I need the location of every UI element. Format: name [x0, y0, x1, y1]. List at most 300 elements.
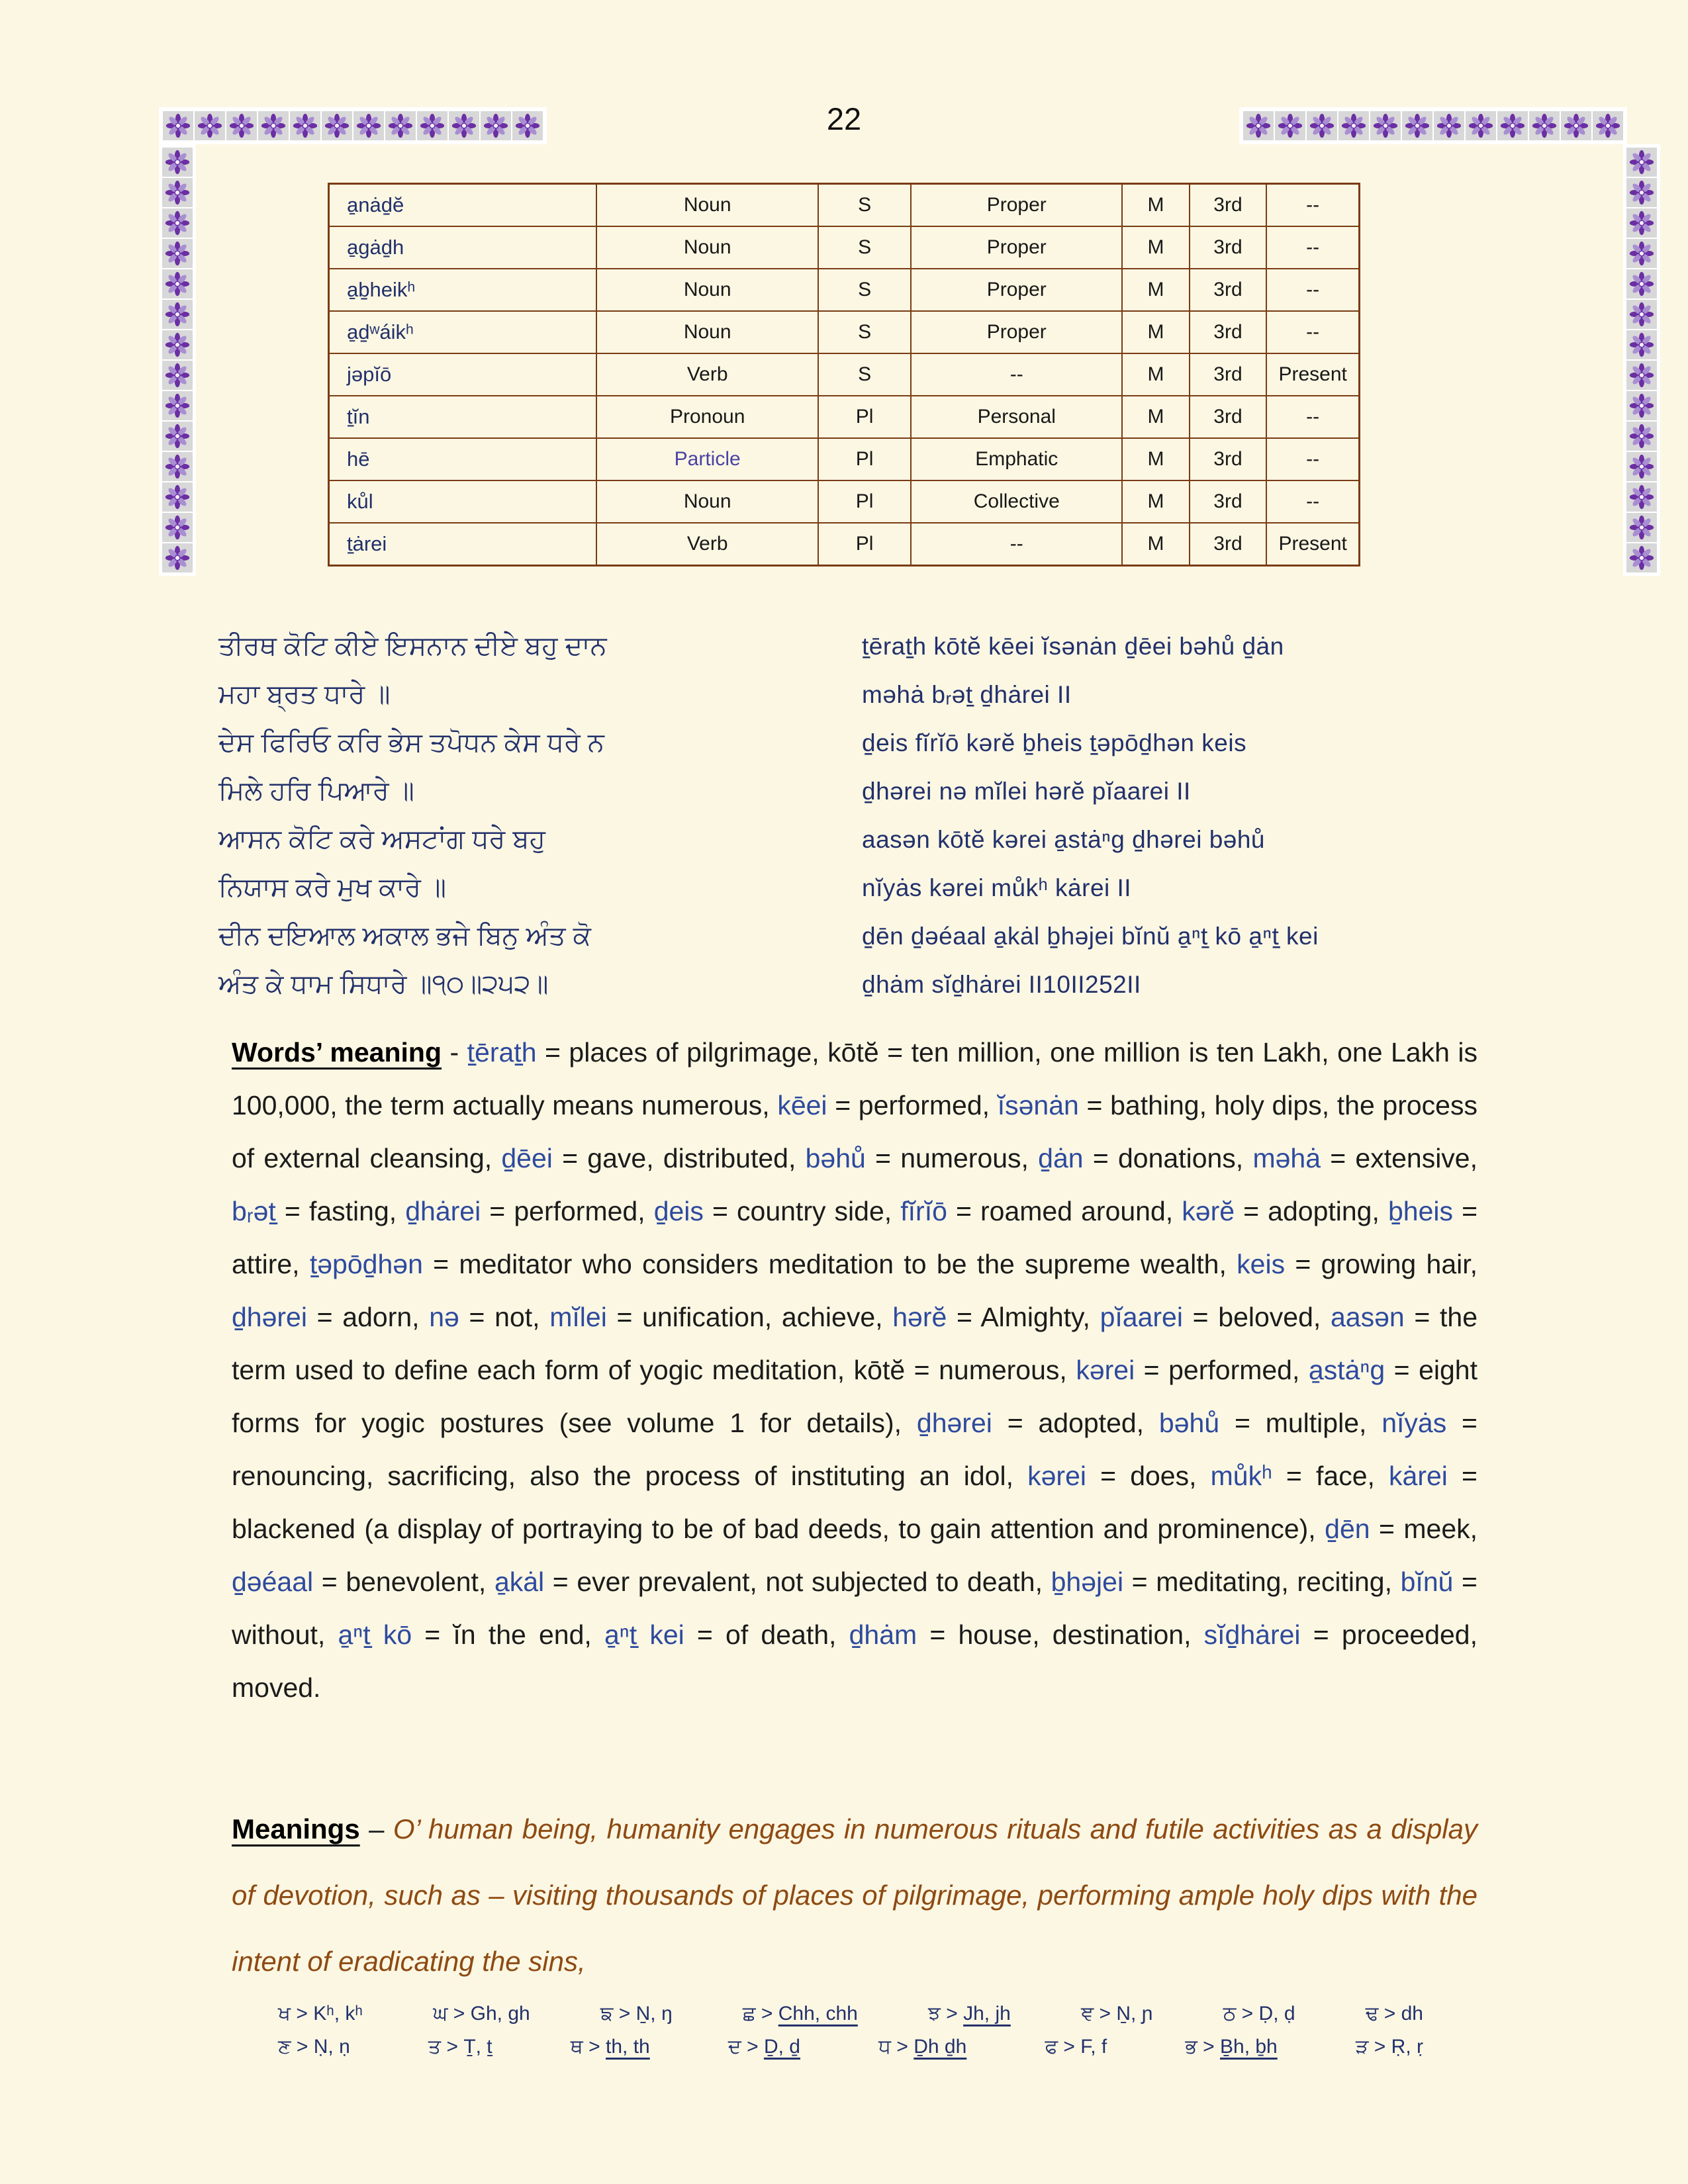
- transliterated-term: kərei: [1027, 1461, 1086, 1491]
- flower-icon: [1500, 113, 1525, 138]
- meaning-text: = house, destination,: [917, 1619, 1204, 1650]
- word-cell: a̱gȧd̠h: [329, 226, 597, 269]
- flower-icon: [1373, 113, 1398, 138]
- transliteration-key: [278, 2003, 1423, 2069]
- grammar-cell: --: [1266, 480, 1359, 523]
- transliterated-term: hərĕ: [892, 1302, 947, 1332]
- flower-icon: [1532, 113, 1557, 138]
- transliterated-term: nə: [429, 1302, 459, 1332]
- meanings-separator: –: [359, 1813, 393, 1844]
- transliterated-term: d̠eis: [653, 1196, 704, 1226]
- translit-mapping: [278, 2003, 363, 2025]
- flower-icon: [1309, 113, 1335, 138]
- grammar-cell: M: [1122, 396, 1189, 438]
- meaning-text: = roamed around,: [947, 1196, 1182, 1226]
- flower-icon: [165, 515, 190, 540]
- grammar-cell: --: [911, 353, 1122, 396]
- transliteration-line: məhȧ bᵣət̠ d̠hȧrei II: [862, 680, 1072, 708]
- flower-cell: [162, 543, 193, 572]
- gurmukhi-line: ਦੇਸ ਫਿਰਿਓ ਕਰਿ ਭੇਸ ਤਪੋਧਨ ਕੇਸ ਧਰੇ ਨ: [218, 728, 604, 757]
- flower-cell: [1626, 361, 1657, 390]
- flower-icon: [1629, 210, 1654, 236]
- transliterated-term: ĭsənȧn: [997, 1090, 1079, 1120]
- flower-icon: [1629, 271, 1654, 296]
- meaning-text: = numerous,: [865, 1143, 1039, 1173]
- translit-mapping: [278, 2036, 350, 2058]
- flower-icon: [1629, 302, 1654, 327]
- grammar-cell: Collective: [911, 480, 1122, 523]
- table-row: [329, 523, 1360, 566]
- flower-icon: [165, 241, 190, 266]
- flower-cell: [1307, 111, 1337, 140]
- grammar-cell: --: [1266, 311, 1359, 353]
- meaning-text: = performed,: [827, 1090, 998, 1120]
- flower-cell: [162, 422, 193, 451]
- grammar-cell: --: [1266, 226, 1359, 269]
- flower-icon: [1436, 113, 1462, 138]
- mapping-arrow: >: [891, 2036, 914, 2058]
- mapping-arrow: >: [447, 2003, 471, 2025]
- transliterated-term: kȧrei: [1389, 1461, 1448, 1491]
- latin-equivalent: Kʰ, kʰ: [313, 2003, 363, 2025]
- gurmukhi-line: ਮਹਾ ਬ੍ਰਤ ਧਾਰੇ ॥: [218, 680, 391, 709]
- gurmukhi-letter: ਧ: [878, 2036, 892, 2058]
- meaning-text: = bathing, holy dips, the process of external cleansing,: [232, 1090, 1477, 1173]
- meaning-text: = gave, distributed,: [552, 1143, 806, 1173]
- translit-mapping: [428, 2036, 492, 2058]
- flower-cell: [1243, 111, 1274, 140]
- flower-icon: [1629, 180, 1654, 205]
- table-row: [329, 311, 1360, 353]
- transliterated-term: t̠əpōd̠hən: [309, 1249, 423, 1279]
- grammar-cell: Pl: [818, 438, 911, 480]
- gurmukhi-letter: ਙ: [600, 2003, 614, 2025]
- meaning-text: = meditator who considers meditation to be the supreme wealth,: [422, 1249, 1237, 1279]
- latin-equivalent: Chh, chh: [778, 2003, 858, 2025]
- transliteration-key-row: [278, 2036, 1423, 2058]
- transliteration-line: aasən kōtĕ kərei a̱stȧⁿg d̠hərei bəhů: [862, 825, 1266, 853]
- gurmukhi-line: ਮਿਲੇ ਹਰਿ ਪਿਆਰੇ ॥: [218, 776, 414, 805]
- table-row: [329, 226, 1360, 269]
- grammar-cell: Pl: [818, 480, 911, 523]
- flower-icon: [1341, 113, 1366, 138]
- flower-cell: [162, 178, 193, 207]
- grammar-cell: Proper: [911, 184, 1122, 227]
- transliterated-term: kərĕ: [1182, 1196, 1235, 1226]
- grammar-cell: 3rd: [1190, 523, 1267, 566]
- latin-equivalent: Ṇ, ṇ: [313, 2036, 350, 2058]
- flower-icon: [165, 150, 190, 175]
- flower-cell: [162, 452, 193, 481]
- flower-icon: [1246, 113, 1271, 138]
- transliterated-term: d̠hərei: [916, 1408, 992, 1438]
- word-cell: t̠ĭn: [329, 396, 597, 438]
- transliteration-line: d̠hȧm sĭd̠hȧrei II10II252II: [862, 970, 1141, 998]
- transliteration-key-row: [278, 2003, 1423, 2025]
- transliteration-line: t̠ērat̠h kōtĕ kēei ĭsənȧn d̠ēei bəhů d̠ȧn: [862, 632, 1284, 660]
- latin-equivalent: Ḇh, ḇh: [1220, 2036, 1278, 2058]
- gurmukhi-line: ਦੀਨ ਦਇਆਲ ਅਕਾਲ ਭਜੇ ਬਿਨੁ ਅੰਤ ਕੋ: [218, 921, 591, 950]
- grammar-cell: Verb: [596, 353, 818, 396]
- grammar-cell: --: [1266, 438, 1359, 480]
- grammar-cell: Present: [1266, 353, 1359, 396]
- mapping-arrow: >: [613, 2003, 636, 2025]
- transliterated-term: pĭaarei: [1100, 1302, 1183, 1332]
- grammar-cell: Noun: [596, 184, 818, 227]
- grammar-cell: 3rd: [1190, 353, 1267, 396]
- transliterated-term: kēei: [777, 1090, 827, 1120]
- grammar-cell: S: [818, 226, 911, 269]
- flower-icon: [1629, 363, 1654, 388]
- translit-mapping: [571, 2036, 650, 2058]
- flower-icon: [165, 484, 190, 510]
- flower-icon: [1595, 113, 1620, 138]
- flower-cell: [1626, 239, 1657, 268]
- flower-icon: [1629, 545, 1654, 570]
- meaning-text: = not,: [459, 1302, 550, 1332]
- word-cell: t̠ȧrei: [329, 523, 597, 566]
- transliterated-term: d̠hȧm: [849, 1619, 917, 1650]
- word-cell: jəpĭō: [329, 353, 597, 396]
- verse-block: [218, 622, 1477, 1009]
- grammar-cell: Proper: [911, 226, 1122, 269]
- flower-cell: [1466, 111, 1496, 140]
- transliterated-term: d̠hȧrei: [405, 1196, 481, 1226]
- flower-cell: [162, 330, 193, 359]
- grammar-cell: --: [911, 523, 1122, 566]
- gurmukhi-letter: ਢ: [1365, 2003, 1379, 2025]
- grammar-cell: Proper: [911, 269, 1122, 311]
- latin-equivalent: dh: [1401, 2003, 1423, 2025]
- meaning-text: = does,: [1086, 1461, 1211, 1491]
- gurmukhi-letter: ਞ: [1081, 2003, 1094, 2025]
- flower-icon: [1629, 332, 1654, 357]
- flower-icon: [1629, 424, 1654, 449]
- flower-border-right: [1623, 144, 1660, 576]
- flower-cell: [1626, 330, 1657, 359]
- grammar-cell: Proper: [911, 311, 1122, 353]
- word-cell: hē: [329, 438, 597, 480]
- mapping-arrow: >: [741, 2036, 764, 2058]
- meaning-text: = the term used to define each form of yogic meditation, kōtĕ = numerous,: [232, 1302, 1477, 1385]
- flower-cell: [162, 300, 193, 329]
- flower-cell: [1626, 513, 1657, 542]
- transliterated-term: d̠hərei: [232, 1302, 307, 1332]
- flower-icon: [1629, 241, 1654, 266]
- words-meaning-text: [232, 1037, 1477, 1703]
- translit-mapping: [600, 2003, 673, 2025]
- flower-cell: [1626, 422, 1657, 451]
- flower-cell: [1593, 111, 1623, 140]
- gurmukhi-letter: ੜ: [1355, 2036, 1369, 2058]
- flower-icon: [1629, 393, 1654, 418]
- latin-equivalent: Ḍ, ḍ: [1258, 2003, 1295, 2025]
- grammar-cell: M: [1122, 311, 1189, 353]
- transliterated-term: kərei: [1076, 1355, 1135, 1385]
- grammar-cell: Pl: [818, 396, 911, 438]
- grammar-cell: --: [1266, 184, 1359, 227]
- words-meaning-heading: Words’ meaning: [232, 1037, 442, 1068]
- translit-mapping: [433, 2003, 530, 2025]
- flower-cell: [1402, 111, 1432, 140]
- meaning-text: = adopting,: [1235, 1196, 1388, 1226]
- transliterated-term: b̠həjei: [1051, 1567, 1124, 1597]
- transliteration-line: d̠ēn d̠əéaal a̱kȧl b̠həjei bĭnŭ a̱ⁿt̠ kō a̱ⁿt̠ kei: [862, 922, 1319, 950]
- meaning-text: = performed,: [481, 1196, 654, 1226]
- grammar-cell: 3rd: [1190, 269, 1267, 311]
- flower-icon: [165, 180, 190, 205]
- word-cell: a̱nȧd̠ĕ: [329, 184, 597, 227]
- grammar-cell: Noun: [596, 480, 818, 523]
- flower-cell: [162, 391, 193, 420]
- flower-cell: [1626, 482, 1657, 512]
- flower-icon: [1468, 113, 1493, 138]
- flower-cell: [1626, 208, 1657, 238]
- grammar-cell: 3rd: [1190, 226, 1267, 269]
- mapping-arrow: >: [291, 2003, 314, 2025]
- gurmukhi-letter: ਦ: [727, 2036, 741, 2058]
- flower-cell: [162, 361, 193, 390]
- transliterated-term: d̠əéaal: [232, 1567, 314, 1597]
- transliterated-term: a̱ⁿt̠ kō: [338, 1619, 412, 1650]
- flower-icon: [165, 302, 190, 327]
- word-cell: a̱d̠ʷáikʰ: [329, 311, 597, 353]
- transliterated-term: b̠heis: [1387, 1196, 1453, 1226]
- latin-equivalent: Ṯ, ṯ: [463, 2036, 492, 2058]
- latin-equivalent: F, f: [1080, 2036, 1107, 2058]
- mapping-arrow: >: [1368, 2036, 1391, 2058]
- meaning-text: = multiple,: [1219, 1408, 1382, 1438]
- translit-mapping: [1185, 2036, 1277, 2058]
- transliterated-term: məhȧ: [1252, 1143, 1321, 1173]
- flower-cell: [162, 208, 193, 238]
- meaning-text: = ever prevalent, not subjected to death,: [544, 1567, 1051, 1597]
- meanings-heading: Meanings: [232, 1813, 360, 1844]
- flower-cell: [1626, 178, 1657, 207]
- flower-icon: [1405, 113, 1430, 138]
- transliterated-term: fĭrĭō: [900, 1196, 947, 1226]
- meaning-text: = meditating, reciting,: [1123, 1567, 1401, 1597]
- meaning-text: = places of pilgrimage, kōtĕ = ten million, one million is ten Lakh, one Lakh is 100,000, the term actually means numerous,: [232, 1037, 1477, 1120]
- gurmukhi-line: ਅੰਤ ਕੇ ਧਾਮ ਸਿਧਾਰੇ ॥੧੦॥੨੫੨॥: [218, 970, 549, 999]
- flower-cell: [1626, 148, 1657, 177]
- mapping-arrow: >: [1197, 2036, 1220, 2058]
- grammar-cell: Pl: [818, 523, 911, 566]
- grammar-cell: Present: [1266, 523, 1359, 566]
- grammar-cell: 3rd: [1190, 480, 1267, 523]
- meaning-text: = adorn,: [306, 1302, 430, 1332]
- meaning-text: = blackened (a display of portraying to be of bad deeds, to gain attention and prominence),: [232, 1461, 1477, 1544]
- latin-equivalent: Ṉ, ŋ: [635, 2003, 673, 2025]
- meaning-text: = beloved,: [1182, 1302, 1331, 1332]
- transliterated-term: a̱kȧl: [494, 1567, 545, 1597]
- transliterated-term: t̠ērat̠h: [467, 1037, 537, 1068]
- grammar-cell: S: [818, 353, 911, 396]
- meaning-text: = unification, achieve,: [606, 1302, 893, 1332]
- latin-equivalent: Ḏ, ḏ: [763, 2036, 800, 2058]
- grammar-cell: S: [818, 184, 911, 227]
- flower-icon: [165, 332, 190, 357]
- meaning-text: = Almighty,: [947, 1302, 1100, 1332]
- gurmukhi-letter: ਛ: [742, 2003, 756, 2025]
- flower-cell: [162, 148, 193, 177]
- meaning-text: = benevolent,: [313, 1567, 494, 1597]
- gurmukhi-letter: ਥ: [570, 2036, 583, 2058]
- meaning-text: = adopted,: [992, 1408, 1159, 1438]
- transliterated-term: keis: [1237, 1249, 1286, 1279]
- mapping-arrow: >: [441, 2036, 464, 2058]
- meaning-text: = of death,: [684, 1619, 849, 1650]
- gurmukhi-line: ਨਿਯਾਸ ਕਰੇ ਮੁਖ ਕਾਰੇ ॥: [218, 873, 447, 902]
- grammar-cell: M: [1122, 226, 1189, 269]
- meaning-text: = ĭn the end,: [412, 1619, 604, 1650]
- meaning-text: = eight forms for yogic postures (see volume 1 for details),: [232, 1355, 1478, 1438]
- grammar-cell: S: [818, 311, 911, 353]
- meaning-text: = without,: [232, 1567, 1478, 1650]
- transliterated-term: mĭlei: [549, 1302, 607, 1332]
- flower-icon: [1629, 150, 1654, 175]
- gurmukhi-letter: ਘ: [433, 2003, 448, 2025]
- grammar-cell: S: [818, 269, 911, 311]
- latin-equivalent: Ṛ, ṛ: [1391, 2036, 1423, 2058]
- transliterated-term: bəhů: [805, 1143, 866, 1173]
- meaning-text: = performed,: [1135, 1355, 1309, 1385]
- transliteration-line: d̠eis fĭrĭō kərĕ b̠heis t̠əpōd̠hən keis: [862, 729, 1247, 756]
- meaning-text: = country side,: [703, 1196, 901, 1226]
- grammar-cell: --: [1266, 396, 1359, 438]
- meaning-text: = renouncing, sacrificing, also the process of instituting an idol,: [232, 1408, 1477, 1491]
- transliterated-term: bᵣət̠: [232, 1196, 276, 1226]
- word-cell: kůl: [329, 480, 597, 523]
- grammar-cell: 3rd: [1190, 396, 1267, 438]
- gurmukhi-letter: ਠ: [1223, 2003, 1237, 2025]
- flower-cell: [1370, 111, 1401, 140]
- flower-cell: [1561, 111, 1591, 140]
- grammar-cell: Pronoun: [596, 396, 818, 438]
- flower-icon: [165, 271, 190, 296]
- latin-equivalent: Ḏh ḏh: [914, 2036, 967, 2058]
- mapping-arrow: >: [940, 2003, 964, 2025]
- meaning-text: = donations,: [1083, 1143, 1253, 1173]
- grammar-cell: Verb: [596, 523, 818, 566]
- transliterated-term: nĭyȧs: [1382, 1408, 1447, 1438]
- meanings-text: O’ human being, humanity engages in numerous rituals and futile activities as a display of devotion, such as – visiting thousands of places of pilgrimage, performing ample holy dips with the intent of eradicating the sins,: [232, 1813, 1477, 1977]
- grammar-cell: Emphatic: [911, 438, 1122, 480]
- table-row: [329, 353, 1360, 396]
- flower-border-top-right: [1239, 107, 1627, 144]
- grammar-cell: M: [1122, 184, 1189, 227]
- transliterated-term: sĭd̠hȧrei: [1203, 1619, 1301, 1650]
- words-meaning-paragraph: [232, 1026, 1477, 1714]
- transliterated-term: d̠ȧn: [1038, 1143, 1084, 1173]
- translit-mapping: [728, 2036, 800, 2058]
- flower-cell: [1626, 543, 1657, 572]
- transliterated-term: bəhů: [1158, 1408, 1220, 1438]
- gurmukhi-letter: ਖ: [278, 2003, 291, 2025]
- grammar-cell: --: [1266, 269, 1359, 311]
- grammar-table: [328, 183, 1360, 567]
- flower-cell: [1529, 111, 1560, 140]
- transliterated-term: aasən: [1330, 1302, 1405, 1332]
- flower-icon: [165, 210, 190, 236]
- flower-icon: [1629, 515, 1654, 540]
- transliteration-line: nĭyȧs kərei můkʰ kȧrei II: [862, 874, 1132, 901]
- grammar-cell: M: [1122, 438, 1189, 480]
- gurmukhi-letter: ਣ: [278, 2036, 291, 2058]
- meaning-text: = attire,: [232, 1196, 1478, 1279]
- table-row: [329, 396, 1360, 438]
- flower-icon: [165, 393, 190, 418]
- flower-cell: [162, 269, 193, 298]
- grammar-cell: 3rd: [1190, 438, 1267, 480]
- flower-cell: [1626, 391, 1657, 420]
- flower-cell: [1338, 111, 1369, 140]
- flower-icon: [165, 363, 190, 388]
- meanings-paragraph: [232, 1796, 1477, 1995]
- flower-icon: [1629, 454, 1654, 479]
- transliterated-term: a̱ⁿt̠ kei: [604, 1619, 684, 1650]
- gurmukhi-letter: ਝ: [928, 2003, 941, 2025]
- translit-mapping: [1045, 2036, 1107, 2058]
- flower-cell: [1626, 300, 1657, 329]
- flower-icon: [165, 545, 190, 570]
- grammar-cell: M: [1122, 269, 1189, 311]
- flower-cell: [162, 239, 193, 268]
- translit-mapping: [1081, 2003, 1152, 2025]
- flower-icon: [1629, 484, 1654, 510]
- grammar-cell: Particle: [596, 438, 818, 480]
- word-cell: a̱b̠heikʰ: [329, 269, 597, 311]
- transliteration-line: d̠hərei nə mĭlei hərĕ pĭaarei II: [862, 777, 1191, 805]
- translit-mapping: [878, 2036, 966, 2058]
- grammar-cell: Personal: [911, 396, 1122, 438]
- gurmukhi-letter: ਤ: [428, 2036, 442, 2058]
- flower-cell: [162, 513, 193, 542]
- translit-mapping: [743, 2003, 858, 2025]
- transliterated-term: d̠ēei: [501, 1143, 553, 1173]
- flower-cell: [162, 482, 193, 512]
- meaning-text: = meek,: [1370, 1514, 1478, 1544]
- transliterated-term: můkʰ: [1210, 1461, 1272, 1491]
- grammar-cell: Noun: [596, 311, 818, 353]
- table-row: [329, 438, 1360, 480]
- flower-icon: [1564, 113, 1589, 138]
- mapping-arrow: >: [755, 2003, 778, 2025]
- flower-cell: [1497, 111, 1528, 140]
- latin-equivalent: Ṉ, ɲ: [1116, 2003, 1153, 2025]
- mapping-arrow: >: [1378, 2003, 1401, 2025]
- flower-cell: [1275, 111, 1305, 140]
- latin-equivalent: Gh, gh: [470, 2003, 530, 2025]
- transliterated-term: a̱stȧⁿg: [1308, 1355, 1385, 1385]
- grammar-cell: Noun: [596, 269, 818, 311]
- flower-cell: [1626, 452, 1657, 481]
- flower-cell: [1626, 269, 1657, 298]
- grammar-cell: M: [1122, 480, 1189, 523]
- table-row: [329, 184, 1360, 227]
- flower-icon: [165, 424, 190, 449]
- mapping-arrow: >: [583, 2036, 606, 2058]
- grammar-cell: 3rd: [1190, 184, 1267, 227]
- words-meaning-separator: -: [442, 1037, 467, 1068]
- gurmukhi-letter: ਭ: [1185, 2036, 1197, 2058]
- transliterated-term: d̠ēn: [1325, 1514, 1370, 1544]
- flower-border-left: [159, 144, 196, 576]
- meaning-text: = fasting,: [275, 1196, 406, 1226]
- grammar-cell: M: [1122, 523, 1189, 566]
- meaning-text: = growing hair,: [1285, 1249, 1478, 1279]
- page-number: 22: [826, 101, 862, 136]
